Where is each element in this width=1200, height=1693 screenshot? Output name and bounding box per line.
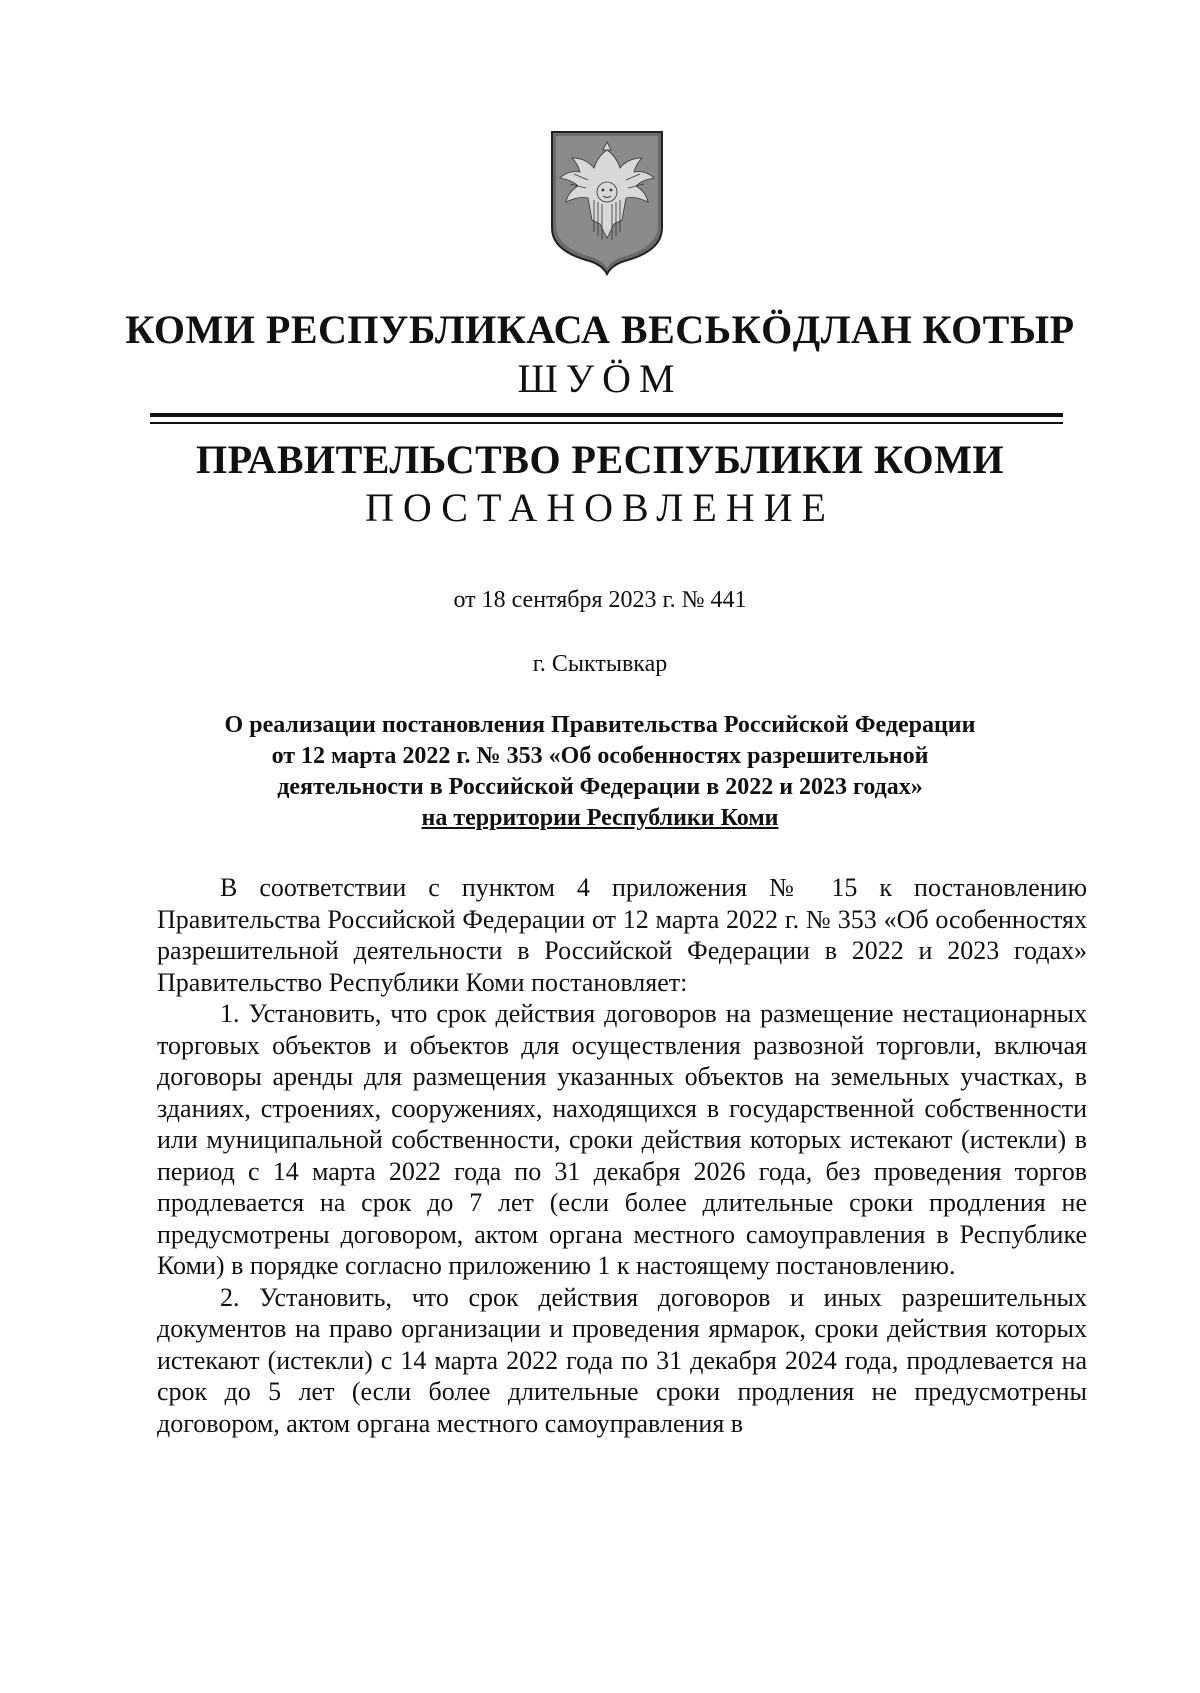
document-title-line: О реализации постановления Правительства Российской Федерации	[224, 712, 976, 738]
document-title-line: деятельности в Российской Федерации в 2022 и 2023 годах»	[277, 774, 923, 800]
header-divider-thin	[150, 422, 1063, 424]
document-city: г. Сыктывкар	[532, 651, 668, 677]
document-date-number: от 18 сентября 2023 г. № 441	[453, 587, 747, 613]
document-body	[157, 872, 1087, 1439]
header-divider-thick	[150, 413, 1063, 417]
komi-document-type: ШУӦМ	[517, 356, 683, 401]
komi-government-name: КОМИ РЕСПУБЛИКАСА ВЕСЬКӦДЛАН КОТЫР	[125, 307, 1075, 352]
body-item-1: 1. Установить, что срок действия договоров на размещение нестационарных торговых объектов и объектов для осуществления развозной торговли, включая договоры аренды для размещения указанных объектов на земельных участках, в зданиях, строениях, сооружениях, находящихся в государственной собственности или муниципальной собственности, сроки действия которых истекают (истекли) в период с 14 марта 2022 года по 31 декабря 2026 года, без проведения торгов продлевается на срок до 7 лет (если более длительные сроки продления не предусмотрены договором, актом органа местного самоуправления в Республике Коми) в порядке согласно приложению 1 к настоящему постановлению.	[157, 999, 1087, 1280]
coat-of-arms-emblem	[548, 128, 666, 278]
document-title-line-underlined: на территории Республики Коми	[421, 805, 779, 831]
document-type: ПОСТАНОВЛЕНИЕ	[365, 485, 835, 530]
body-item-2: 2. Установить, что срок действия договоров и иных разрешительных документов на право организации и проведения ярмарок, сроки действия которых истекают (истекли) с 14 марта 2022 года по 31 декабря 2024 года, продлевается на срок до 5 лет (если более длительные сроки продления не предусмотрены договором, актом органа местного самоуправления в	[157, 1282, 1087, 1438]
document-title-line: от 12 марта 2022 г. № 353 «Об особенностях разрешительной	[271, 743, 929, 769]
body-preamble: В соответствии с пунктом 4 приложения № 15 к постановлению Правительства Российской Федерации от 12 марта 2022 г. № 353 «Об особенностях разрешительной деятельности в Российской Федерации в 2022 и 2023 годах» Правительство Республики Коми постановляет:	[157, 873, 1087, 997]
government-name: ПРАВИТЕЛЬСТВО РЕСПУБЛИКИ КОМИ	[196, 437, 1004, 482]
document-title	[120, 710, 1080, 834]
